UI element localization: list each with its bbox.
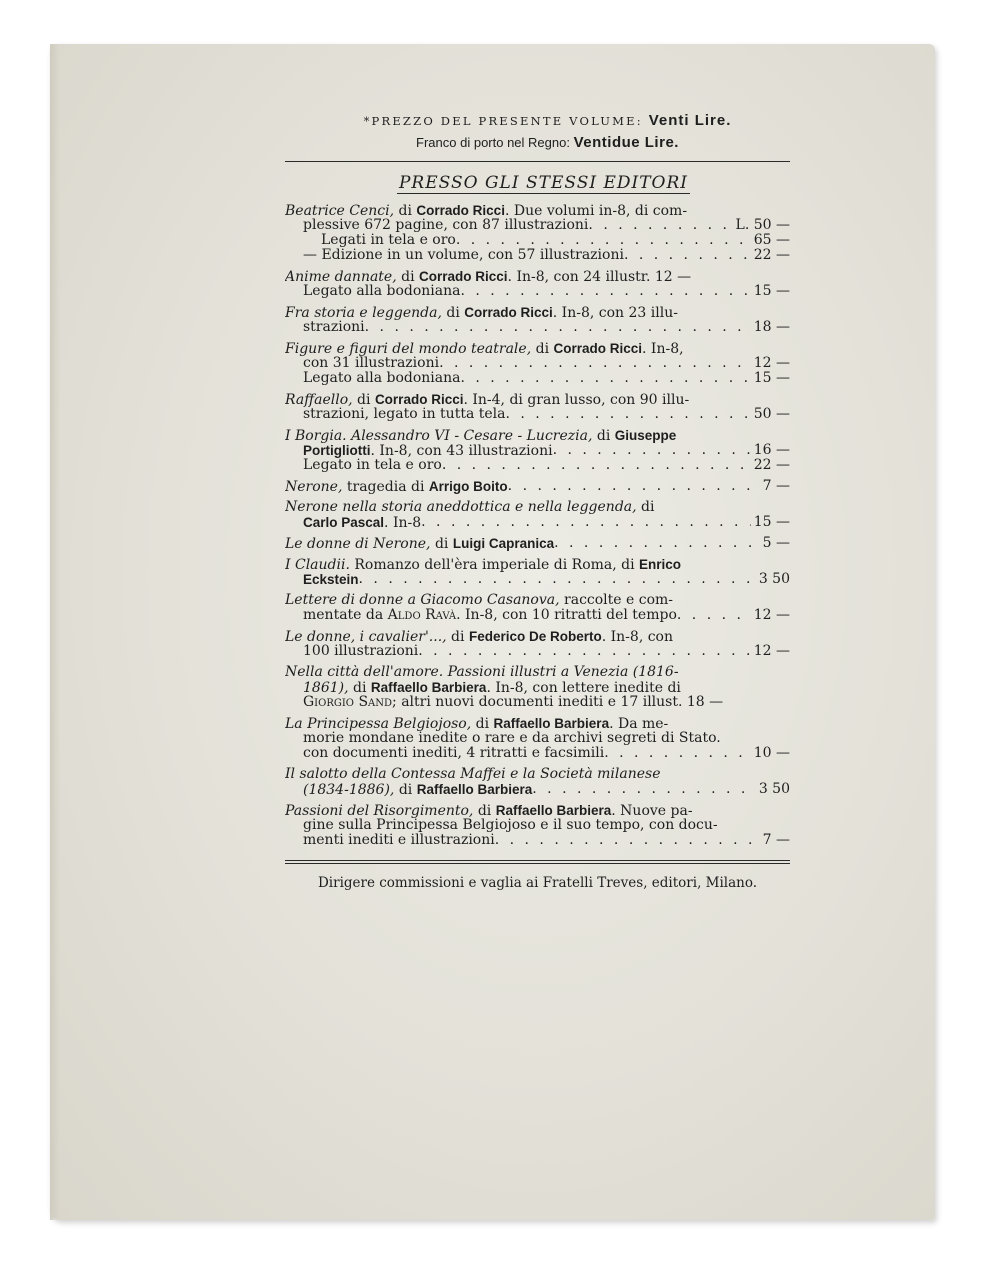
entry-text: plessive 672 pagine, con 87 illustrazioni — [303, 218, 589, 233]
book-title: La Principessa Belgiojoso, — [285, 716, 472, 731]
dot-leader — [588, 218, 732, 233]
entry-text: — Edizione in un volume, con 57 illustrazioni — [303, 248, 624, 263]
entry-text: di — [471, 716, 494, 731]
dot-leader — [624, 248, 751, 263]
entry-line — [285, 746, 790, 761]
divider-top — [285, 161, 790, 162]
entry-line — [285, 833, 790, 848]
entry-text: di — [396, 269, 420, 284]
entry-line — [285, 218, 790, 233]
book-entry-nerone-nella-storia — [285, 500, 790, 530]
author-name: Raffaello Barbiera — [493, 716, 610, 731]
entry-text: di — [446, 629, 469, 644]
entry-line — [285, 629, 790, 644]
entry-text: Legati in tela e oro — [321, 233, 456, 248]
entry-line — [285, 695, 790, 710]
entry-text: strazioni — [303, 320, 365, 335]
entry-text: . In-8, con — [601, 629, 674, 644]
entry-text: Giorgio Sand — [303, 695, 393, 710]
author-name: Corrado Ricci — [419, 269, 508, 284]
price-value: 10 — — [753, 746, 790, 761]
entry-text: . In-8, con 23 illu- — [552, 305, 678, 320]
price-value: 18 — — [753, 320, 790, 335]
dot-leader — [442, 458, 751, 473]
entry-line — [285, 479, 790, 494]
book-title: (1834-1886), — [303, 782, 395, 797]
book-entry-i-borgia — [285, 428, 790, 473]
price-value: 65 — — [753, 233, 790, 248]
dot-leader — [439, 356, 751, 371]
entry-line — [285, 305, 790, 320]
book-title: Il salotto della Contessa Maffei e la Società milanese — [285, 767, 661, 782]
author-name: Corrado Ricci — [374, 392, 464, 407]
author-name: Raffaello Barbiera — [416, 782, 533, 797]
entry-line — [285, 341, 790, 356]
dot-leader — [456, 233, 751, 248]
book-list — [285, 203, 790, 848]
book-title: I Borgia. — [285, 428, 347, 443]
entry-line — [285, 782, 790, 797]
book-entry-nella-citta-dell-amore — [285, 665, 790, 710]
price-value: 5 — — [762, 536, 790, 551]
entry-line — [285, 803, 790, 818]
divider-bottom — [285, 860, 790, 861]
section-heading: PRESSO GLI STESSI EDITORI — [398, 173, 689, 193]
dot-leader — [359, 572, 756, 587]
entry-line — [285, 392, 790, 407]
entry-text: di — [394, 203, 417, 218]
book-title: I Claudii. — [285, 557, 350, 572]
entry-text: di — [348, 680, 371, 695]
entry-line — [285, 233, 790, 248]
dot-leader — [505, 407, 750, 422]
entry-text: strazioni, legato in tutta tela — [303, 407, 506, 422]
book-entry-nerone — [285, 479, 790, 494]
entry-text: di — [531, 341, 554, 356]
book-title: Nerone nella storia aneddottica e nella leggenda, — [285, 500, 637, 515]
book-title: Figure e figuri del mondo teatrale, — [285, 341, 532, 356]
entry-line — [285, 767, 790, 782]
entry-text: mentate da — [303, 608, 388, 623]
entry-text: 100 illustrazioni — [303, 644, 419, 659]
dot-leader — [418, 644, 750, 659]
entry-text: . Nuove pa- — [611, 803, 693, 818]
dot-leader — [604, 746, 751, 761]
price-value: 12 — — [753, 356, 790, 371]
entry-text — [303, 443, 553, 458]
book-entry-salotto-contessa-maffei — [285, 767, 790, 797]
dot-leader — [553, 443, 751, 458]
book-title: Beatrice Cenci, — [285, 203, 395, 218]
entry-text — [285, 479, 508, 494]
book-entry-fra-storia-e-leggenda — [285, 305, 790, 335]
entry-line — [285, 248, 790, 263]
author-name: Enrico — [639, 557, 682, 572]
entry-line — [285, 572, 790, 587]
entry-line — [285, 557, 790, 572]
author-name: Corrado Ricci — [553, 341, 643, 356]
entry-text: con 31 illustrazioni — [303, 356, 440, 371]
price-line: *PREZZO DEL PRESENTE VOLUME: Venti Lire. — [363, 112, 732, 129]
entry-text — [303, 782, 532, 797]
book-entry-beatrice-cenci — [285, 203, 790, 263]
author-name: Luigi Capranica — [452, 536, 555, 551]
book-entry-i-claudii — [285, 557, 790, 587]
price-value: 12 — — [753, 608, 790, 623]
entry-line — [285, 593, 790, 608]
author-name: Portigliotti — [303, 443, 371, 458]
entry-text: raccolte e com- — [559, 593, 674, 608]
book-entry-le-donne-i-cavalier — [285, 629, 790, 659]
entry-line — [285, 320, 790, 335]
entry-text: di — [352, 392, 375, 407]
entry-text: menti inediti e illustrazioni — [303, 833, 495, 848]
book-entry-raffaello — [285, 392, 790, 422]
entry-text: tragedia di — [342, 479, 429, 494]
price-value: 15 — — [753, 371, 790, 386]
entry-line — [285, 371, 790, 386]
book-entry-anime-dannate — [285, 269, 790, 299]
entry-text: . In-8, con 10 ritratti del tempo — [456, 608, 677, 623]
book-entry-passioni-del-risorgimento — [285, 803, 790, 848]
dot-leader — [554, 536, 760, 551]
book-title: Anime dannate, — [285, 269, 397, 284]
author-name: Carlo Pascal — [303, 515, 385, 530]
entry-text: . In-8, con 43 illustrazioni — [370, 443, 553, 458]
entry-text: . Due volumi in-8, di com- — [504, 203, 688, 218]
entry-line — [285, 284, 790, 299]
entry-line — [285, 536, 790, 551]
entry-line — [285, 680, 790, 695]
entry-text: di — [592, 428, 615, 443]
price-value: 22 — — [753, 248, 790, 263]
entry-text — [285, 536, 554, 551]
entry-text: ; altri nuovi documenti inediti e 17 illust. 18 — — [392, 695, 724, 710]
price-value: 3 50 — [758, 782, 790, 797]
entry-text: . In-8, con 24 illustr. 12 — — [507, 269, 692, 284]
page-edge — [50, 44, 60, 1220]
entry-text — [303, 515, 421, 530]
book-title: Le donne di Nerone, — [285, 536, 431, 551]
catalog-content — [285, 110, 790, 892]
entry-line — [285, 428, 790, 443]
dot-leader — [365, 320, 751, 335]
entry-text: di — [636, 500, 655, 515]
price-value: 15 — — [753, 515, 790, 530]
author-name: Raffaello Barbiera — [370, 680, 487, 695]
entry-line — [285, 407, 790, 422]
dot-leader — [495, 833, 760, 848]
price-value: 7 — — [762, 479, 790, 494]
entry-text: Legato in tela e oro — [303, 458, 442, 473]
entry-line — [285, 443, 790, 458]
entry-text: . Da me- — [609, 716, 669, 731]
entry-text: di — [441, 305, 465, 320]
price-value: 22 — — [753, 458, 790, 473]
dot-leader — [421, 515, 751, 530]
book-entry-principessa-belgiojoso — [285, 716, 790, 761]
entry-text: di — [473, 803, 496, 818]
author-name: Corrado Ricci — [464, 305, 553, 320]
entry-text: con documenti inediti, 4 ritratti e facsimili — [303, 746, 605, 761]
book-title: 1861), — [303, 680, 349, 695]
book-title: Alessandro VI - Cesare - Lucrezia, — [346, 428, 593, 443]
entry-text: Romanzo dell'èra imperiale di Roma, di — [349, 557, 640, 572]
price-value: L. 50 — — [735, 218, 790, 233]
price-value: 16 — — [753, 443, 790, 458]
book-title: Lettere di donne a Giacomo Casanova, — [285, 593, 560, 608]
entry-text: di — [430, 536, 453, 551]
book-title: Fra storia e leggenda, — [285, 305, 442, 320]
book-title: Le donne, i cavalier'..., — [285, 629, 447, 644]
book-title: Raffaello, — [285, 392, 353, 407]
entry-text: . In-8 — [384, 515, 422, 530]
entry-line — [285, 500, 790, 515]
book-entry-le-donne-di-nerone — [285, 536, 790, 551]
entry-line — [285, 665, 790, 680]
entry-text — [303, 572, 359, 587]
author-name: Giuseppe — [614, 428, 677, 443]
price-value: 15 — — [753, 284, 790, 299]
entry-text: Legato alla bodoniana — [303, 371, 461, 386]
entry-line — [285, 269, 790, 284]
author-name: Corrado Ricci — [416, 203, 505, 218]
book-title: Nella città dell'amore. — [285, 665, 444, 680]
dot-leader — [460, 371, 750, 386]
book-title: Passioni illustri a Venezia (1816- — [443, 665, 679, 680]
entry-text: Legato alla bodoniana — [303, 284, 461, 299]
entry-line — [285, 644, 790, 659]
footer-note: Dirigere commissioni e vaglia ai Fratelli Treves, editori, Milano. — [317, 875, 758, 891]
dot-leader — [677, 608, 751, 623]
entry-text: . In-4, di gran lusso, con 90 illu- — [463, 392, 690, 407]
dot-leader — [460, 284, 750, 299]
book-entry-lettere-casanova — [285, 593, 790, 623]
entry-line: gine sulla Principessa Belgiojoso e il suo tempo, con docu- — [303, 818, 718, 833]
entry-text — [303, 608, 677, 623]
author-name: Raffaello Barbiera — [495, 803, 612, 818]
entry-line: morie mondane inedite o rare e da archivi segreti di Stato. — [303, 731, 721, 746]
author-name: Federico De Roberto — [468, 629, 602, 644]
entry-line — [285, 458, 790, 473]
author-name: Arrigo Boito — [428, 479, 508, 494]
author-name: Eckstein — [303, 572, 359, 587]
entry-line — [285, 356, 790, 371]
entry-text: Aldo Ravà — [387, 608, 457, 623]
entry-text: . In-8, con lettere inedite di — [486, 680, 681, 695]
dot-leader — [532, 782, 756, 797]
book-title: Passioni del Risorgimento, — [285, 803, 474, 818]
divider-bottom-thin — [285, 863, 790, 864]
price-value: 50 — — [753, 407, 790, 422]
entry-text: . In-8, — [642, 341, 684, 356]
price-value: 12 — — [753, 644, 790, 659]
dot-leader — [508, 479, 760, 494]
entry-line — [285, 515, 790, 530]
entry-line — [285, 716, 790, 731]
book-title: Nerone, — [285, 479, 343, 494]
entry-text: di — [394, 782, 417, 797]
price-value: 3 50 — [758, 572, 790, 587]
franco-line: Franco di porto nel Regno: Ventidue Lire. — [416, 134, 679, 151]
book-entry-figure-e-figuri — [285, 341, 790, 386]
price-value: 7 — — [762, 833, 790, 848]
entry-line — [285, 203, 790, 218]
entry-line — [285, 608, 790, 623]
